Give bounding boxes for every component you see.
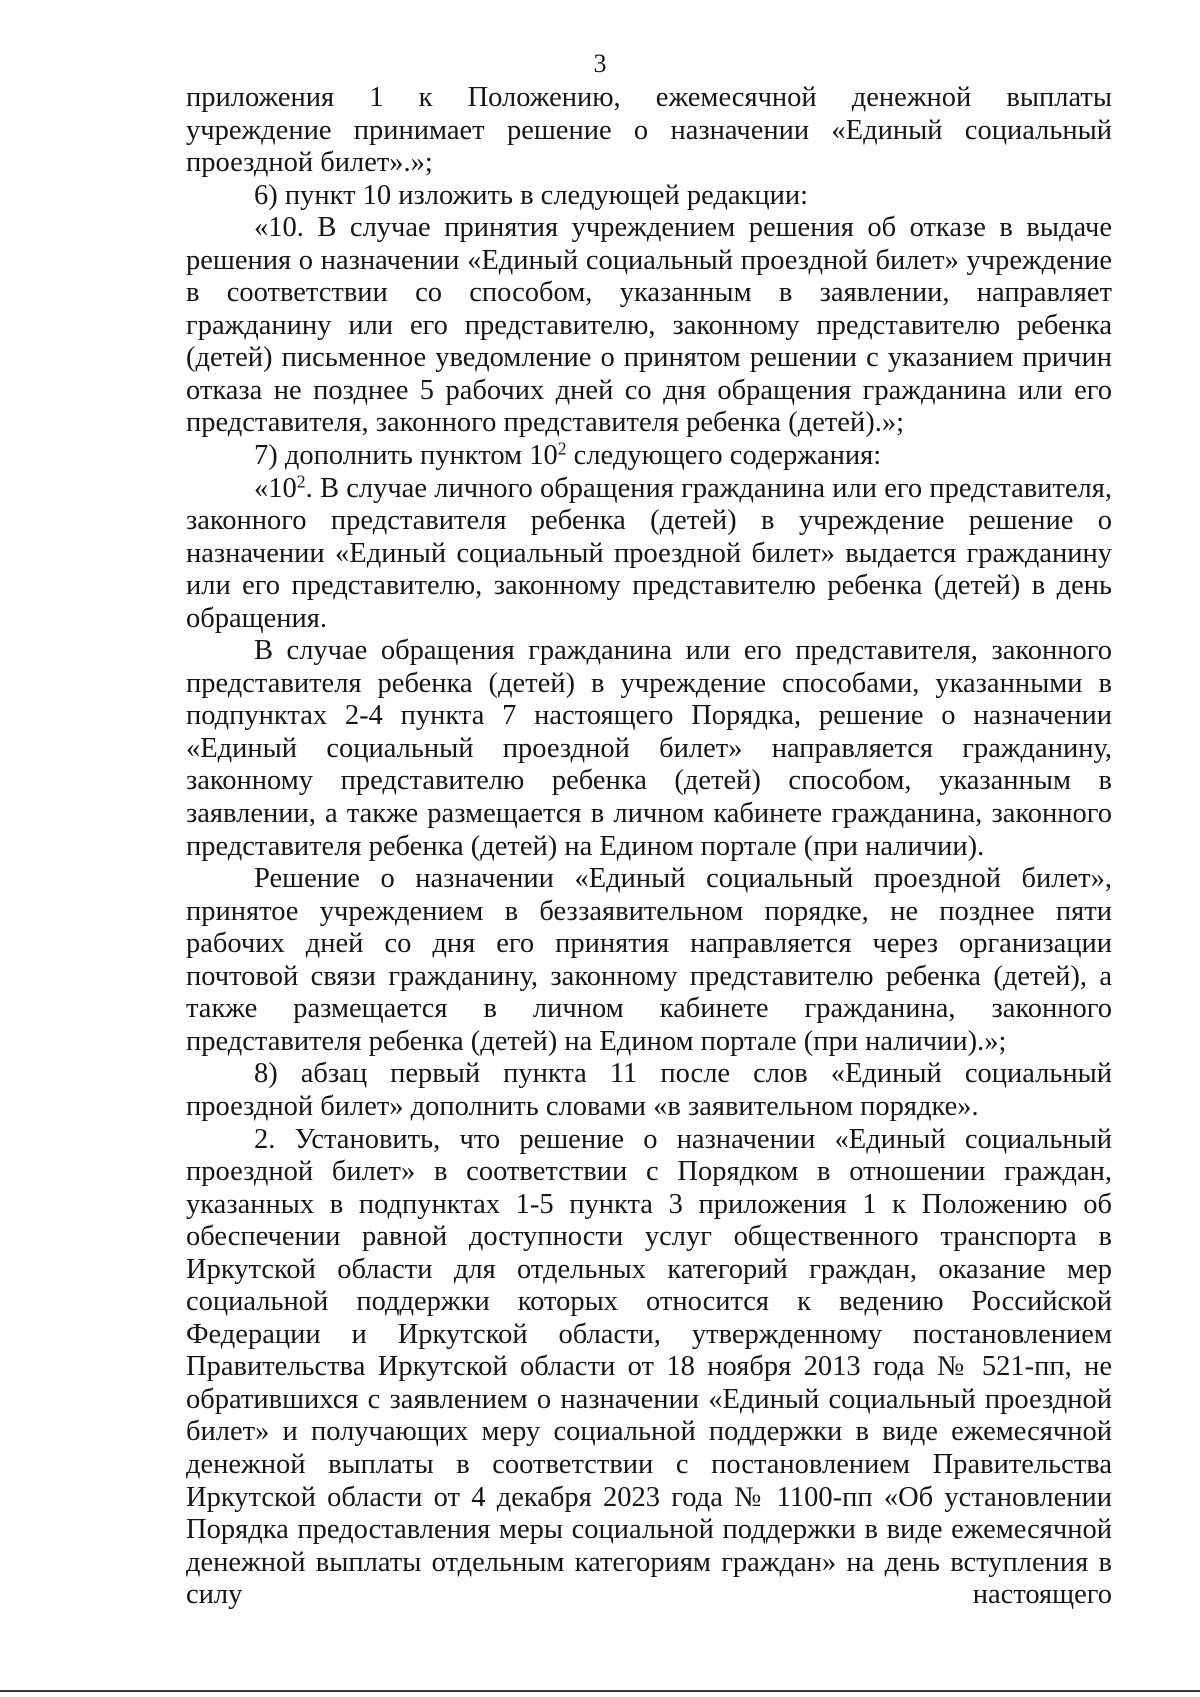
paragraph-first-line: приложения 1 к Положению, ежемесячной денежной выплаты <box>186 82 1112 113</box>
page-number: 3 <box>593 49 607 78</box>
paragraph-point-10-2 <box>186 470 1112 636</box>
scan-bottom-edge <box>0 1690 1200 1692</box>
paragraph-continuation <box>186 82 1112 115</box>
document-body <box>186 82 1112 1612</box>
item-7-text-end: следующего содержания: <box>566 440 882 472</box>
paragraph-remote-request: В случае обращения гражданина или его представителя, законного представителя ребенка (детей) в учреждение способами, указанными в подпунктах 2-4 пункта 7 настоящего Порядка, решение о назначении «Единый социальный проездной билет» направляется гражданину, законному представителю ребенка (детей) способом, указанным в заявлении, а также размещается в личном кабинете гражданина, законного представителя ребенка (детей) на Едином портале (при наличии). <box>186 635 1112 862</box>
item-7-text: 7) дополнить пунктом 10 <box>254 440 558 472</box>
paragraph-point-10: «10. В случае принятия учреждением решения об отказе в выдаче решения о назначении «Единый социальный проездной билет» учреждение в соответствии со способом, указанным в заявлении, направляет гражданину или его представителю, законному представителю ребенка (детей) письменное уведомление о принятом решении с указанием причин отказа не позднее 5 рабочих дней со дня обращения гражданина или его представителя, законного представителя ребенка (детей).»; <box>186 212 1112 439</box>
point-10-2-text: . В случае личного обращения гражданина или его представителя, законного представителя ребенка (детей) в учреждение решение о назначении «Единый социальный проездной билет» выдается гражданину или его представителю, законному представителю ребенка (детей) в день обращения. <box>186 472 1112 634</box>
paragraph-section-2: 2. Установить, что решение о назначении «Единый социальный проездной билет» в соответствии с Порядком в отношении граждан, указанных в подпунктах 1-5 пункта 3 приложения 1 к Положению об обеспечении равной доступности услуг общественного транспорта в Иркутской области для отдельных категорий граждан, оказание мер социальной поддержки которых относится к ведению Российской Федерации и Иркутской области, утвержденному постановлением Правительства Иркутской области от 18 ноября 2013 года № 521-пп, не обратившихся с заявлением о назначении «Единый социальный проездной билет» и получающих меру социальной поддержки в виде ежемесячной денежной выплаты в соответствии с постановлением Правительства Иркутской области от 4 декабря 2023 года № 1100-пп «Об установлении Порядка предоставления меры социальной поддержки в виде ежемесячной денежной выплаты отдельным категориям граждан» на день вступления в силу настоящего <box>186 1123 1112 1611</box>
paragraph-item-6: 6) пункт 10 изложить в следующей редакции: <box>254 179 809 211</box>
paragraph-no-application-decision: Решение о назначении «Единый социальный проездной билет», принятое учреждением в беззаявительном порядке, не позднее пяти рабочих дней со дня его принятия направляется через организации почтовой связи гражданину, законному представителю ребенка (детей), а также размещается в личном кабинете гражданина, законного представителя ребенка (детей) на Едином портале (при наличии).»; <box>186 863 1112 1057</box>
point-10-2-number: «10 <box>254 472 297 504</box>
item-7-superscript: 2 <box>557 438 567 459</box>
paragraph-item-8: 8) абзац первый пункта 11 после слов «Единый социальный проездной билет» дополнить словами «в заявительном порядке». <box>186 1058 1112 1122</box>
point-10-2-superscript: 2 <box>296 470 306 491</box>
paragraph-continuation-rest: учреждение принимает решение о назначении «Единый социальный проездной билет».»; <box>186 114 1112 179</box>
paragraph-item-7 <box>186 440 1112 473</box>
